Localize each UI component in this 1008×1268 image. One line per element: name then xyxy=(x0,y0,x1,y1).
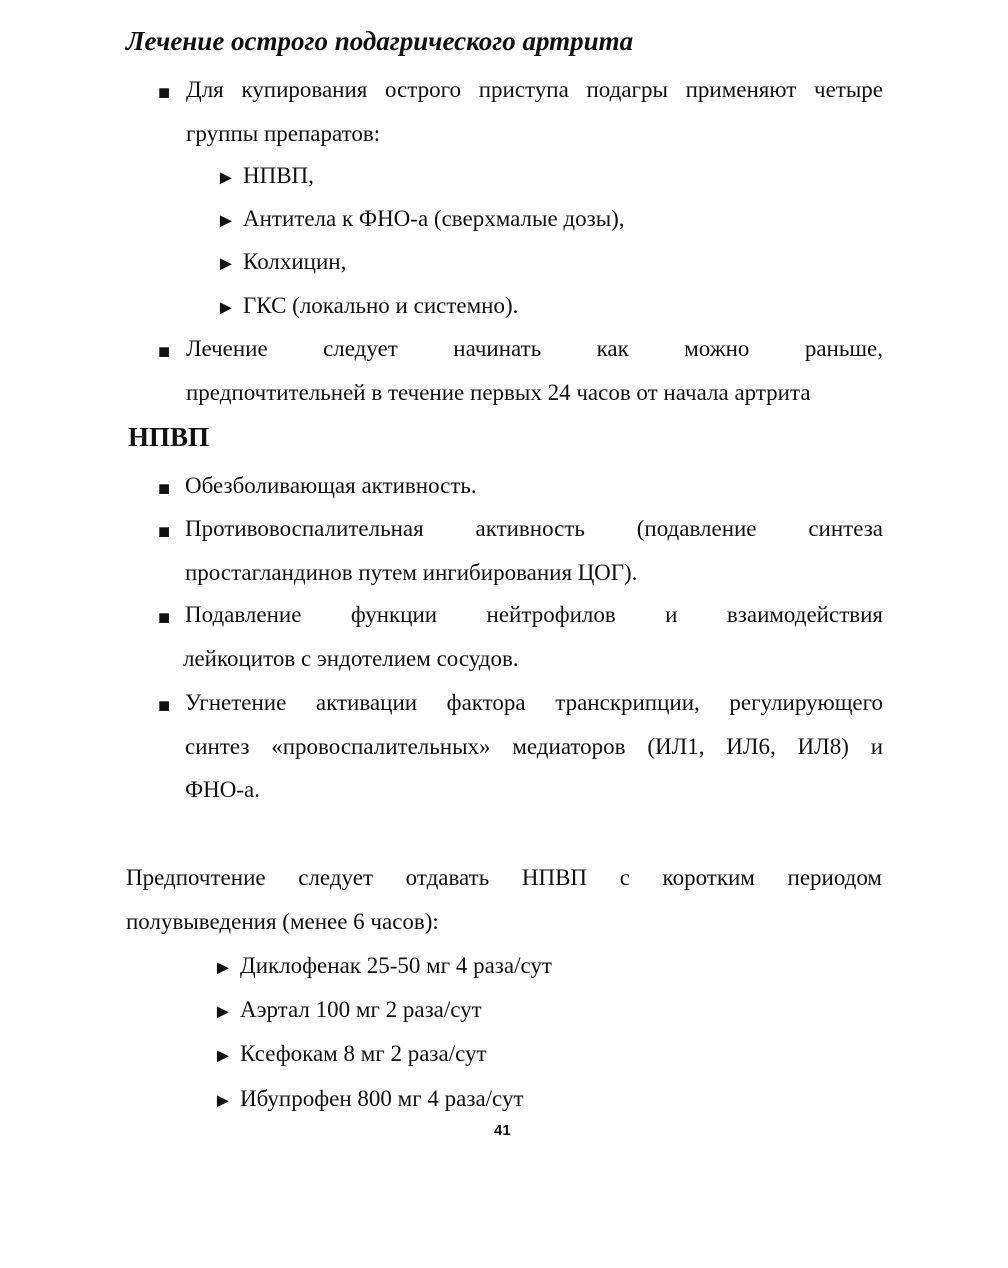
drug-list-item: НПВП, xyxy=(243,163,314,188)
drug-dosage-item: Ксефокам 8 мг 2 раза/сут xyxy=(240,1041,487,1066)
arrow-right-icon: ► xyxy=(216,253,236,275)
bullet-text-line: Для купирования острого приступа подагры применяют четыре xyxy=(186,77,883,102)
drug-list-item: Антитела к ФНО-а (сверхмалые дозы), xyxy=(243,206,625,231)
bullet-text-line: ФНО-а. xyxy=(185,777,261,802)
arrow-right-icon: ► xyxy=(216,210,236,232)
bullet-text-line: лейкоцитов с эндотелием сосудов. xyxy=(183,646,519,671)
bullet-square-icon: ■ xyxy=(158,521,171,543)
bullet-text-line: Обезболивающая активность. xyxy=(185,473,477,498)
bullet-square-icon: ■ xyxy=(158,607,171,629)
bullet-text-line: синтез «провоспалительных» медиаторов (ИЛ1, ИЛ6, ИЛ8) и xyxy=(185,734,883,759)
arrow-right-icon: ► xyxy=(213,957,233,979)
arrow-right-icon: ► xyxy=(213,1001,233,1023)
arrow-right-icon: ► xyxy=(213,1045,233,1067)
drug-list-item: ГКС (локально и системно). xyxy=(243,293,519,318)
bullet-text-line: Противовоспалительная активность (подавление синтеза xyxy=(185,516,883,541)
section-heading-gout-treatment: Лечение острого подагрического артрита xyxy=(126,26,634,56)
bullet-text-line: предпочтительней в течение первых 24 часов от начала артрита xyxy=(186,380,811,405)
arrow-right-icon: ► xyxy=(213,1090,233,1112)
bullet-text-line: группы препаратов: xyxy=(186,121,381,146)
page-number: 41 xyxy=(494,1122,511,1139)
bullet-square-icon: ■ xyxy=(158,341,171,363)
drug-dosage-item: Диклофенак 25-50 мг 4 раза/сут xyxy=(240,953,552,978)
bullet-text-line: Лечение следует начинать как можно раньше, xyxy=(186,336,883,361)
bullet-text-line: простагландинов путем ингибирования ЦОГ). xyxy=(185,560,638,585)
bullet-text-line: Угнетение активации фактора транскрипции, регулирующего xyxy=(185,690,883,715)
drug-list-item: Колхицин, xyxy=(243,249,347,274)
arrow-right-icon: ► xyxy=(216,167,236,189)
section-heading-nsaids: НПВП xyxy=(128,422,210,452)
drug-dosage-item: Ибупрофен 800 мг 4 раза/сут xyxy=(240,1086,524,1111)
bullet-square-icon: ■ xyxy=(158,695,171,717)
bullet-square-icon: ■ xyxy=(158,82,171,104)
arrow-right-icon: ► xyxy=(216,297,236,319)
preference-paragraph-line: Предпочтение следует отдавать НПВП с коротким периодом xyxy=(126,865,882,890)
bullet-text-line: Подавление функции нейтрофилов и взаимодействия xyxy=(185,602,883,627)
drug-dosage-item: Аэртал 100 мг 2 раза/сут xyxy=(240,997,482,1022)
bullet-square-icon: ■ xyxy=(158,478,171,500)
preference-paragraph-line: полувыведения (менее 6 часов): xyxy=(126,909,439,934)
